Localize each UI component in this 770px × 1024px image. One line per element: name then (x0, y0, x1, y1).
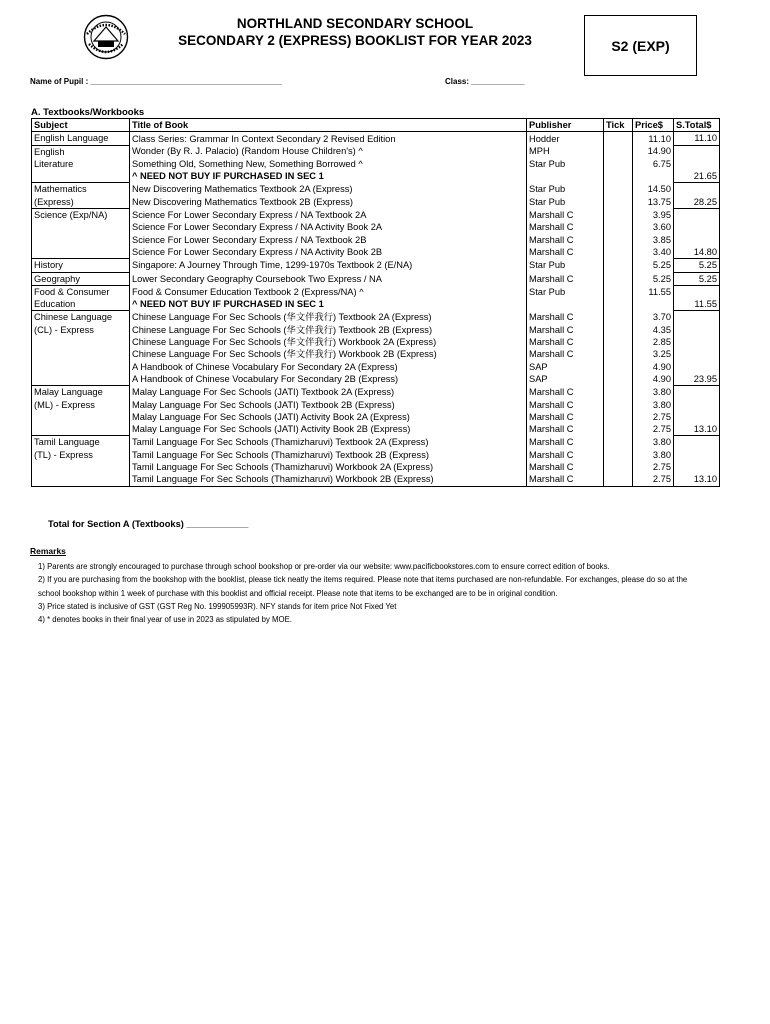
cell-publisher: SAP (527, 373, 604, 386)
cell-title: Malay Language For Sec Schools (JATI) Activity Book 2A (Express) (130, 411, 527, 423)
table-row (32, 399, 720, 411)
table-row (32, 324, 720, 336)
cell-title: ^ NEED NOT BUY IF PURCHASED IN SEC 1 (130, 298, 527, 311)
cell-subtotal (674, 285, 720, 298)
cell-publisher: Marshall C (527, 221, 604, 233)
cell-subject: English Language (32, 132, 130, 145)
cell-subtotal (674, 449, 720, 461)
column-header-price: Price$ (633, 119, 674, 132)
cell-subtotal (674, 348, 720, 360)
cell-publisher: Marshall C (527, 411, 604, 423)
table-row (32, 221, 720, 233)
cell-tick (604, 348, 633, 360)
remark-item: 4) * denotes books in their final year of use in 2023 as stipulated by MOE. (38, 615, 292, 625)
table-row (32, 449, 720, 461)
cell-title: Chinese Language For Sec Schools (华文伴我行) Workbook 2B (Express) (130, 348, 527, 360)
cell-tick (604, 246, 633, 259)
cell-title: Science For Lower Secondary Express / NA Activity Book 2B (130, 246, 527, 259)
cell-tick (604, 132, 633, 145)
cell-subject: (CL) - Express (32, 324, 130, 336)
table-row (32, 259, 720, 272)
cell-subtotal (674, 209, 720, 222)
cell-price: 2.75 (633, 473, 674, 486)
cell-subject (32, 423, 130, 436)
table-row (32, 145, 720, 158)
cell-title: Wonder (By R. J. Palacio) (Random House Children's) ^ (130, 145, 527, 158)
cell-title: ^ NEED NOT BUY IF PURCHASED IN SEC 1 (130, 170, 527, 183)
cell-tick (604, 449, 633, 461)
cell-tick (604, 285, 633, 298)
column-header-subject: Subject (32, 119, 130, 132)
cell-title: Tamil Language For Sec Schools (Thamizharuvi) Textbook 2A (Express) (130, 436, 527, 449)
cell-subtotal: 13.10 (674, 473, 720, 486)
cell-price: 3.85 (633, 234, 674, 246)
table-row (32, 272, 720, 285)
table-row (32, 285, 720, 298)
cell-tick (604, 336, 633, 348)
cell-publisher: Marshall C (527, 246, 604, 259)
cell-tick (604, 399, 633, 411)
cell-title: Food & Consumer Education Textbook 2 (Express/NA) ^ (130, 285, 527, 298)
cell-subject: Chinese Language (32, 311, 130, 324)
cell-tick (604, 473, 633, 486)
cell-subject (32, 221, 130, 233)
cell-publisher: Marshall C (527, 399, 604, 411)
cell-subject: (Express) (32, 196, 130, 209)
cell-price: 5.25 (633, 272, 674, 285)
cell-price: 14.90 (633, 145, 674, 158)
cell-publisher: Marshall C (527, 336, 604, 348)
table-row (32, 246, 720, 259)
table-header-row (32, 119, 720, 132)
table-row (32, 132, 720, 145)
cell-tick (604, 209, 633, 222)
remark-item: 1) Parents are strongly encouraged to purchase through school bookshop or pre-order via our website: www.pacificbookstores.com to ensure correct edition of books. (38, 562, 610, 571)
cell-subject (32, 246, 130, 259)
cell-price: 3.95 (633, 209, 674, 222)
cell-tick (604, 436, 633, 449)
cell-subtotal: 5.25 (674, 272, 720, 285)
table-row (32, 348, 720, 360)
cell-subject: Mathematics (32, 183, 130, 196)
cell-subtotal (674, 158, 720, 170)
cell-publisher (527, 170, 604, 183)
cell-tick (604, 158, 633, 170)
cell-subject (32, 170, 130, 183)
cell-subtotal: 23.95 (674, 373, 720, 386)
school-name: NORTHLAND SECONDARY SCHOOL (236, 16, 474, 31)
level-code-box (584, 15, 697, 76)
cell-tick (604, 361, 633, 373)
cell-subtotal: 11.55 (674, 298, 720, 311)
cell-subtotal: 14.80 (674, 246, 720, 259)
cell-publisher (527, 298, 604, 311)
table-row (32, 311, 720, 324)
cell-subject: (ML) - Express (32, 399, 130, 411)
class-field: Class: ____________ (445, 77, 525, 86)
cell-subtotal (674, 324, 720, 336)
cell-publisher: Marshall C (527, 209, 604, 222)
cell-price: 5.25 (633, 259, 674, 272)
remark-item: 3) Price stated is inclusive of GST (GST Reg No. 199905993R). NFY stands for item price Not Fixed Yet (38, 601, 397, 611)
cell-publisher: Marshall C (527, 423, 604, 436)
cell-title: Chinese Language For Sec Schools (华文伴我行) Workbook 2A (Express) (130, 336, 527, 348)
column-header-tick: Tick (604, 119, 633, 132)
cell-price: 3.40 (633, 246, 674, 259)
cell-subject (32, 473, 130, 486)
cell-subtotal (674, 399, 720, 411)
remark-item: 2) If you are purchasing from the bookshop with the booklist, please tick neatly the items required. Please note that items purchased are non-refundable. For exchanges, please do so at the school bookshop within 1 week of purchase with this booklist and official receipt. Please note that items to be exchanged are to be in original condition. (38, 575, 688, 598)
cell-publisher: Marshall C (527, 436, 604, 449)
table-row (32, 158, 720, 170)
table-row (32, 183, 720, 196)
cell-subtotal (674, 145, 720, 158)
cell-subtotal (674, 461, 720, 473)
cell-tick (604, 461, 633, 473)
table-row (32, 336, 720, 348)
cell-price: 3.80 (633, 436, 674, 449)
section-title: A. Textbooks/Workbooks (31, 107, 145, 118)
level-code: S2 (EXP) (611, 37, 670, 54)
cell-tick (604, 386, 633, 399)
table-row (32, 234, 720, 246)
cell-subtotal (674, 386, 720, 399)
remarks-list (38, 560, 698, 626)
cell-subtotal (674, 221, 720, 233)
cell-price: 11.10 (633, 132, 674, 145)
cell-tick (604, 373, 633, 386)
cell-title: A Handbook of Chinese Vocabulary For Secondary 2A (Express) (130, 361, 527, 373)
cell-subject (32, 361, 130, 373)
cell-price: 3.80 (633, 399, 674, 411)
table-row (32, 436, 720, 449)
cell-subject: Malay Language (32, 386, 130, 399)
cell-publisher: Star Pub (527, 158, 604, 170)
cell-price: 3.60 (633, 221, 674, 233)
cell-publisher: Marshall C (527, 449, 604, 461)
cell-price: 2.75 (633, 461, 674, 473)
cell-title: Tamil Language For Sec Schools (Thamizharuvi) Textbook 2B (Express) (130, 449, 527, 461)
cell-tick (604, 423, 633, 436)
cell-title: Chinese Language For Sec Schools (华文伴我行) Textbook 2B (Express) (130, 324, 527, 336)
cell-publisher: Star Pub (527, 285, 604, 298)
cell-subtotal (674, 234, 720, 246)
cell-tick (604, 298, 633, 311)
cell-subject: (TL) - Express (32, 449, 130, 461)
column-header-title: Title of Book (130, 119, 527, 132)
cell-publisher: Marshall C (527, 234, 604, 246)
cell-publisher: Hodder (527, 132, 604, 145)
cell-subtotal (674, 361, 720, 373)
cell-subtotal (674, 183, 720, 196)
table-row (32, 473, 720, 486)
cell-tick (604, 234, 633, 246)
cell-price: 4.90 (633, 373, 674, 386)
cell-title: Tamil Language For Sec Schools (Thamizharuvi) Workbook 2A (Express) (130, 461, 527, 473)
cell-publisher: Star Pub (527, 183, 604, 196)
cell-title: Malay Language For Sec Schools (JATI) Textbook 2A (Express) (130, 386, 527, 399)
cell-title: New Discovering Mathematics Textbook 2B (Express) (130, 196, 527, 209)
cell-title: Class Series: Grammar In Context Secondary 2 Revised Edition (130, 132, 527, 145)
cell-publisher: Marshall C (527, 473, 604, 486)
cell-tick (604, 324, 633, 336)
cell-title: Lower Secondary Geography Coursebook Two Express / NA (130, 272, 527, 285)
table-body (32, 132, 720, 486)
table-row (32, 209, 720, 222)
cell-tick (604, 170, 633, 183)
cell-title: Something Old, Something New, Something Borrowed ^ (130, 158, 527, 170)
table-row (32, 196, 720, 209)
cell-subtotal (674, 436, 720, 449)
cell-publisher: Marshall C (527, 324, 604, 336)
cell-subject: Education (32, 298, 130, 311)
remarks-title: Remarks (30, 546, 66, 556)
cell-subject: Geography (32, 272, 130, 285)
cell-price: 3.25 (633, 348, 674, 360)
cell-title: Tamil Language For Sec Schools (Thamizharuvi) Workbook 2B (Express) (130, 473, 527, 486)
cell-publisher: Star Pub (527, 196, 604, 209)
booklist-title: SECONDARY 2 (EXPRESS) BOOKLIST FOR YEAR 2023 (178, 33, 532, 48)
table-row (32, 361, 720, 373)
cell-publisher: Marshall C (527, 461, 604, 473)
cell-publisher: SAP (527, 361, 604, 373)
cell-publisher: MPH (527, 145, 604, 158)
cell-subject (32, 348, 130, 360)
cell-title: Science For Lower Secondary Express / NA Textbook 2A (130, 209, 527, 222)
cell-price: 13.75 (633, 196, 674, 209)
cell-price: 3.80 (633, 449, 674, 461)
cell-subject: Food & Consumer (32, 285, 130, 298)
cell-subtotal: 11.10 (674, 132, 720, 145)
cell-publisher: Marshall C (527, 272, 604, 285)
cell-tick (604, 272, 633, 285)
cell-subject: Science (Exp/NA) (32, 209, 130, 222)
table-row (32, 373, 720, 386)
cell-subtotal: 5.25 (674, 259, 720, 272)
cell-price (633, 298, 674, 311)
cell-publisher: Marshall C (527, 311, 604, 324)
cell-tick (604, 259, 633, 272)
cell-title: New Discovering Mathematics Textbook 2A (Express) (130, 183, 527, 196)
cell-tick (604, 196, 633, 209)
cell-title: Chinese Language For Sec Schools (华文伴我行) Textbook 2A (Express) (130, 311, 527, 324)
cell-price: 6.75 (633, 158, 674, 170)
column-header-subtotal: S.Total$ (674, 119, 720, 132)
cell-subject (32, 373, 130, 386)
cell-price: 2.75 (633, 423, 674, 436)
cell-subtotal (674, 311, 720, 324)
cell-subject (32, 461, 130, 473)
cell-tick (604, 145, 633, 158)
table-row (32, 461, 720, 473)
school-crest-icon (83, 14, 129, 60)
cell-subject (32, 336, 130, 348)
cell-price: 4.90 (633, 361, 674, 373)
cell-subject: History (32, 259, 130, 272)
cell-price: 2.85 (633, 336, 674, 348)
section-total: Total for Section A (Textbooks) ____________ (48, 519, 249, 529)
cell-price: 2.75 (633, 411, 674, 423)
cell-price: 3.70 (633, 311, 674, 324)
cell-subject: Literature (32, 158, 130, 170)
cell-tick (604, 311, 633, 324)
cell-price: 11.55 (633, 285, 674, 298)
table-row (32, 170, 720, 183)
table-row (32, 411, 720, 423)
cell-subject: Tamil Language (32, 436, 130, 449)
cell-subtotal (674, 411, 720, 423)
table-row (32, 423, 720, 436)
cell-subtotal: 21.65 (674, 170, 720, 183)
cell-price: 4.35 (633, 324, 674, 336)
cell-price: 3.80 (633, 386, 674, 399)
booklist-table (31, 118, 720, 487)
cell-tick (604, 221, 633, 233)
cell-title: Malay Language For Sec Schools (JATI) Textbook 2B (Express) (130, 399, 527, 411)
cell-subject: English (32, 145, 130, 158)
cell-publisher: Marshall C (527, 386, 604, 399)
table-row (32, 298, 720, 311)
cell-subtotal (674, 336, 720, 348)
cell-tick (604, 411, 633, 423)
cell-title: Science For Lower Secondary Express / NA Textbook 2B (130, 234, 527, 246)
column-header-publisher: Publisher (527, 119, 604, 132)
cell-title: Malay Language For Sec Schools (JATI) Activity Book 2B (Express) (130, 423, 527, 436)
cell-subtotal: 13.10 (674, 423, 720, 436)
pupil-name-field: Name of Pupil : ___________________________________________ (30, 77, 282, 86)
cell-price: 14.50 (633, 183, 674, 196)
cell-subtotal: 28.25 (674, 196, 720, 209)
cell-subject (32, 234, 130, 246)
cell-publisher: Star Pub (527, 259, 604, 272)
table-row (32, 386, 720, 399)
cell-tick (604, 183, 633, 196)
cell-title: Singapore: A Journey Through Time, 1299-1970s Textbook 2 (E/NA) (130, 259, 527, 272)
cell-publisher: Marshall C (527, 348, 604, 360)
cell-price (633, 170, 674, 183)
cell-subject (32, 411, 130, 423)
cell-title: A Handbook of Chinese Vocabulary For Secondary 2B (Express) (130, 373, 527, 386)
cell-title: Science For Lower Secondary Express / NA Activity Book 2A (130, 221, 527, 233)
